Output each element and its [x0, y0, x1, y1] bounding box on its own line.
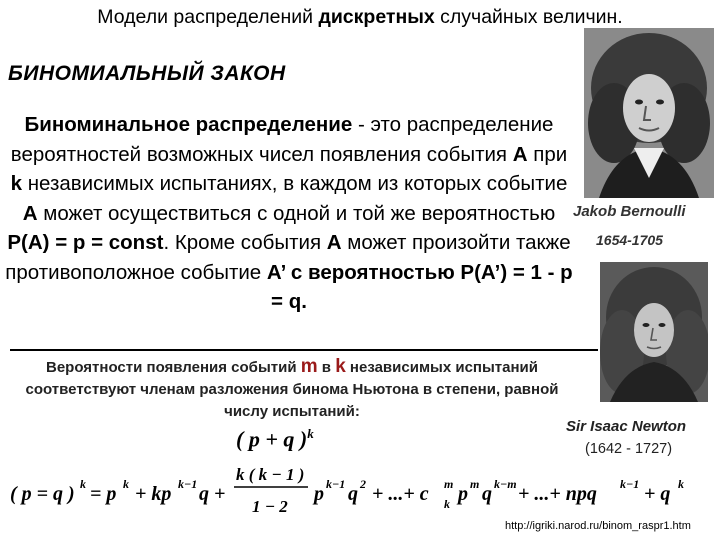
- svg-text:2: 2: [360, 477, 366, 491]
- svg-text:k: k: [123, 477, 129, 491]
- svg-text:m: m: [444, 477, 454, 491]
- svg-text:p: p: [314, 483, 324, 505]
- svg-text:k−1: k−1: [326, 477, 346, 491]
- svg-text:k−1: k−1: [620, 477, 640, 491]
- definition-paragraph: Биноминальное распределение - это распределение вероятностей возможных чисел появления события А при k независимых испытаниях, в каждом из которых событие А может осуществиться с одной и той же вероятностью Р(А) = р = const. Кроме события А может произойти также противоположное событие А’ с вероятностью Р(А’) = 1 - р = q.: [5, 113, 573, 313]
- svg-text:m: m: [470, 477, 480, 491]
- svg-text:q +: q +: [199, 483, 226, 505]
- divider-line: [10, 349, 598, 351]
- newton-portrait: [600, 262, 708, 402]
- svg-text:p: p: [458, 483, 468, 505]
- bernoulli-portrait: [584, 28, 714, 198]
- svg-text:k ( k − 1 ): k ( k − 1 ): [236, 468, 305, 484]
- bernoulli-years: 1654-1705: [596, 232, 663, 248]
- svg-text:k−1: k−1: [178, 477, 198, 491]
- source-url[interactable]: http://igriki.narod.ru/binom_raspr1.htm: [505, 520, 691, 532]
- slide-title: Модели распределений дискретных случайных величин.: [97, 6, 623, 28]
- svg-text:k−m: k−m: [494, 477, 517, 491]
- svg-text:1 − 2: 1 − 2: [252, 497, 288, 516]
- binomial-note: Вероятности появления событий m в k независимых испытаний соответствуют членам разложения бинома Ньютона в степени, равной числу испытаний:: [25, 356, 559, 420]
- svg-text:k: k: [444, 497, 450, 511]
- section-heading: БИНОМИАЛЬНЫЙ ЗАКОН: [8, 62, 286, 85]
- bernoulli-name: Jakob Bernoulli: [573, 203, 686, 220]
- svg-text:+ kp: + kp: [135, 483, 172, 505]
- svg-text:+ q: + q: [644, 483, 671, 505]
- svg-text:k: k: [80, 477, 86, 491]
- svg-text:q: q: [482, 483, 492, 505]
- svg-text:q: q: [348, 483, 358, 505]
- binomial-expression: ( p + q )$^k$: [236, 426, 314, 452]
- svg-text:k: k: [678, 477, 684, 491]
- svg-text:( p = q ): ( p = q ): [10, 483, 75, 505]
- newton-years: (1642 - 1727): [585, 441, 673, 457]
- svg-text:+ ...+ npq: + ...+ npq: [518, 483, 597, 505]
- newton-name: Sir Isaac Newton: [566, 418, 687, 435]
- svg-text:+ ...+ c: + ...+ c: [372, 483, 429, 505]
- svg-text:= p: = p: [90, 483, 117, 505]
- binomial-expansion-formula: [8, 468, 720, 520]
